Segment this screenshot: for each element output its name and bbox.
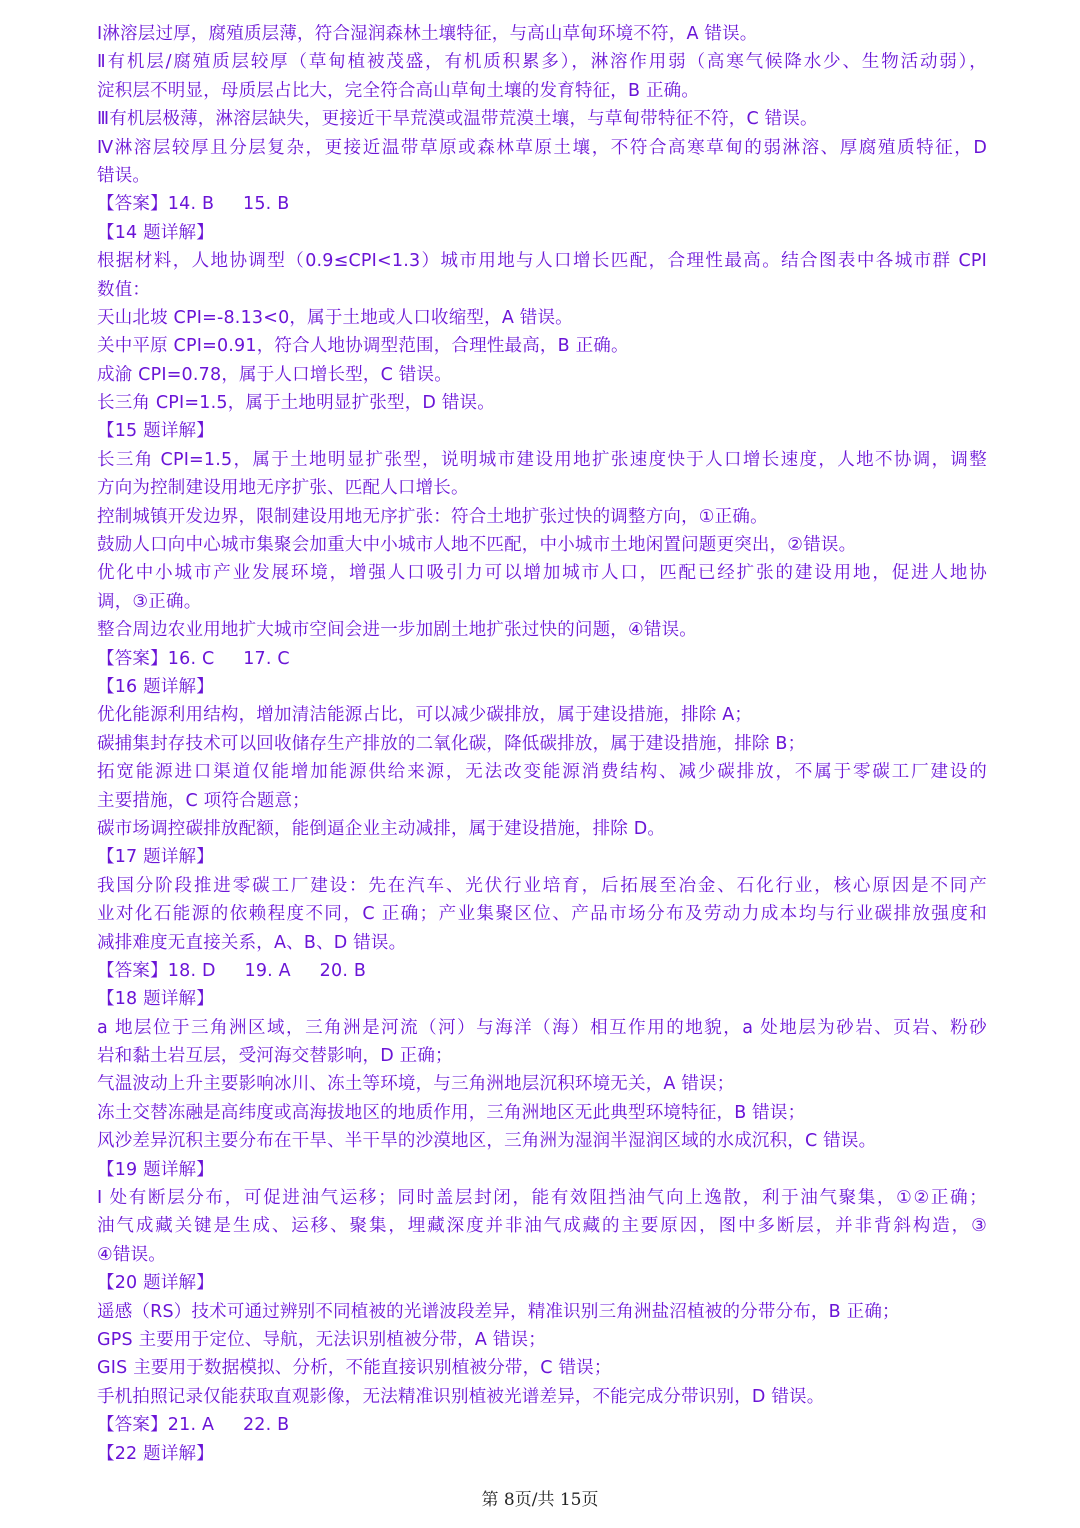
text-line: 优化中小城市产业发展环境，增强人口吸引力可以增加城市人口，匹配已经扩张的建设用地，促进人地协 [97,563,987,584]
text-line: a 地层位于三角洲区域，三角洲是河流（河）与海洋（海）相互作用的地貌，a 处地层为砂岩、页岩、粉砂 [97,1017,987,1038]
text-line: 主要措施，C 项符合题意； [97,790,310,811]
text-line: 减排难度无直接关系，A、B、D 错误。 [97,932,407,953]
text-line: ④错误。 [97,1244,166,1265]
text-line: 遥感（RS）技术可通过辨别不同植被的光谱波段差异，精准识别三角洲盐沼植被的分带分布，B 正确； [97,1301,900,1322]
section-heading: 【14 题详解】 [97,222,214,243]
text-line: 长三角 CPI=1.5，属于土地明显扩张型，D 错误。 [97,393,495,414]
text-line: Ⅲ有机层极薄，淋溶层缺失，更接近干旱荒漠或温带荒漠土壤，与草甸带特征不符，C 错误。 [97,109,818,130]
section-heading: 【答案】18. D 19. A 20. B [97,960,367,981]
text-line: 鼓励人口向中心城市集聚会加重大中小城市人地不匹配，中小城市土地闲置问题更突出，②错误。 [97,535,857,556]
text-line: 优化能源利用结构，增加清洁能源占比，可以减少碳排放，属于建设措施，排除 A； [97,705,753,726]
text-line: 根据材料，人地协调型（0.9≤CPI<1.3）城市用地与人口增长匹配，合理性最高。结合图表中各城市群 CPI [97,251,987,272]
text-line: 控制城镇开发边界，限制建设用地无序扩张：符合土地扩张过快的调整方向，①正确。 [97,506,768,527]
section-heading: 【18 题详解】 [97,989,214,1010]
text-line: GIS 主要用于数据模拟、分析，不能直接识别植被分带，C 错误； [97,1358,612,1379]
answer-explanation-body [97,20,987,1468]
text-line: 岩和黏土岩互层，受河海交替影响，D 正确； [97,1046,453,1067]
text-line: 碳捕集封存技术可以回收储存生产排放的二氧化碳，降低碳排放，属于建设措施，排除 B； [97,733,806,754]
text-line: I 处有断层分布，可促进油气运移；同时盖层封闭，能有效阻挡油气向上逸散，利于油气聚集，①②正确； [97,1188,987,1209]
section-heading: 【17 题详解】 [97,847,214,868]
text-line: GPS 主要用于定位、导航，无法识别植被分带，A 错误； [97,1329,546,1350]
text-line: 手机拍照记录仅能获取直观影像，无法精准识别植被光谱差异，不能完成分带识别，D 错误。 [97,1386,825,1407]
text-line: 碳市场调控碳排放配额，能倒逼企业主动减排，属于建设措施，排除 D。 [97,818,666,839]
text-line: 方向为控制建设用地无序扩张、匹配人口增长。 [97,478,469,499]
text-line: Ⅳ淋溶层较厚且分层复杂，更接近温带草原或森林草原土壤，不符合高寒草甸的弱淋溶、厚腐殖质特征，D [97,137,987,158]
section-heading: 【答案】21. A 22. B [97,1415,290,1436]
section-heading: 【15 题详解】 [97,421,214,442]
text-line: Ⅱ有机层/腐殖质层较厚（草甸植被茂盛，有机质积累多），淋溶作用弱（高寒气候降水少、生物活动弱）， [97,52,987,73]
section-heading: 【19 题详解】 [97,1159,214,1180]
text-line: 冻土交替冻融是高纬度或高海拔地区的地质作用，三角洲地区无此典型环境特征，B 错误； [97,1102,806,1123]
section-heading: 【答案】14. B 15. B [97,194,290,215]
text-line: 关中平原 CPI=0.91，符合人地协调型范围，合理性最高，B 正确。 [97,336,629,357]
text-line: 天山北坡 CPI=-8.13<0，属于土地或人口收缩型，A 错误。 [97,307,573,328]
text-line: Ⅰ淋溶层过厚，腐殖质层薄，符合湿润森林土壤特征，与高山草甸环境不符，A 错误。 [97,24,758,44]
text-line: 淀积层不明显，母质层占比大，完全符合高山草甸土壤的发育特征，B 正确。 [97,80,700,101]
text-line: 长三角 CPI=1.5，属于土地明显扩张型，说明城市建设用地扩张速度快于人口增长速度，人地不协调，调整 [97,449,987,470]
text-line: 业对化石能源的依赖程度不同，C 正确；产业集聚区位、产品市场分布及劳动力成本均与行业碳排放强度和 [97,904,987,925]
text-line: 整合周边农业用地扩大城市空间会进一步加剧土地扩张过快的问题，④错误。 [97,620,697,641]
text-line: 成渝 CPI=0.78，属于人口增长型，C 错误。 [97,364,452,385]
text-line: 油气成藏关键是生成、运移、聚集，埋藏深度并非油气成藏的主要原因，图中多断层，并非背斜构造，③ [97,1216,987,1237]
text-line: 我国分阶段推进零碳工厂建设：先在汽车、光伏行业培育，后拓展至冶金、石化行业，核心原因是不同产 [97,875,987,896]
text-line: 拓宽能源进口渠道仅能增加能源供给来源，无法改变能源消费结构、减少碳排放，不属于零碳工厂建设的 [97,762,987,783]
text-line: 调，③正确。 [97,591,202,612]
section-heading: 【16 题详解】 [97,676,214,697]
section-heading: 【22 题详解】 [97,1443,214,1464]
text-line: 错误。 [97,165,151,186]
page-number-footer: 第 8页/共 15页 [481,1490,599,1510]
text-line: 气温波动上升主要影响冰川、冻土等环境，与三角洲地层沉积环境无关，A 错误； [97,1074,735,1095]
text-line: 风沙差异沉积主要分布在干旱、半干旱的沙漠地区，三角洲为湿润半湿润区域的水成沉积，C 错误。 [97,1131,877,1152]
section-heading: 【答案】16. C 17. C [97,648,290,669]
section-heading: 【20 题详解】 [97,1273,214,1294]
text-line: 数值： [97,279,151,300]
